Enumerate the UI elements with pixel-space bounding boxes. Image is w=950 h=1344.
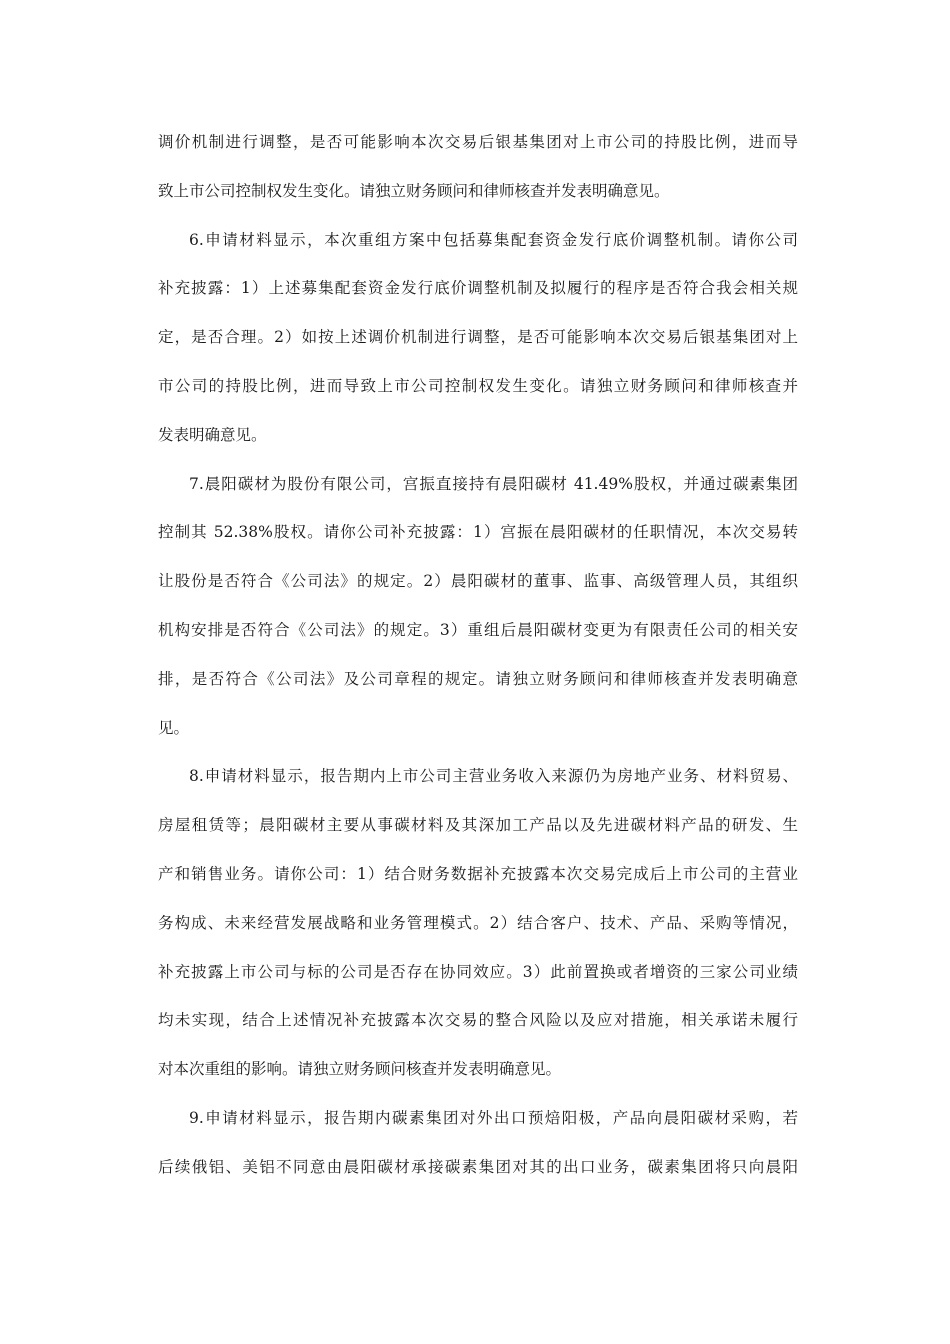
text-line: 机构安排是否符合《公司法》的规定。3）重组后晨阳碳材变更为有限责任公司的相关安 — [158, 620, 798, 639]
paragraph-item-7 — [158, 460, 798, 753]
text-line: 控制其 52.38%股权。请你公司补充披露：1）宫振在晨阳碳材的任职情况，本次交易转 — [158, 523, 798, 542]
text-line: 补充披露：1）上述募集配套资金发行底价调整机制及拟履行的程序是否符合我会相关规 — [158, 279, 798, 298]
text-line: 务构成、未来经营发展战略和业务管理模式。2）结合客户、技术、产品、采购等情况， — [158, 913, 798, 932]
text-line: 补充披露上市公司与标的公司是否存在协同效应。3）此前置换或者增资的三家公司业绩 — [158, 962, 798, 981]
text-line: 排，是否符合《公司法》及公司章程的规定。请独立财务顾问和律师核查并发表明确意 — [158, 669, 798, 688]
text-line: 7.晨阳碳材为股份有限公司，宫振直接持有晨阳碳材 41.49%股权，并通过碳素集团 — [189, 474, 798, 493]
text-line: 后续俄铝、美铝不同意由晨阳碳材承接碳素集团对其的出口业务，碳素集团将只向晨阳 — [158, 1157, 798, 1176]
paragraph-item-6 — [158, 216, 798, 460]
text-line: 8.申请材料显示，报告期内上市公司主营业务收入来源仍为房地产业务、材料贸易、 — [189, 767, 798, 786]
text-line: 定，是否合理。2）如按上述调价机制进行调整，是否可能影响本次交易后银基集团对上 — [158, 328, 798, 347]
text-line: 调价机制进行调整，是否可能影响本次交易后银基集团对上市公司的持股比例，进而导 — [158, 133, 798, 151]
text-line: 房屋租赁等；晨阳碳材主要从事碳材料及其深加工产品以及先进碳材料产品的研发、生 — [158, 816, 798, 835]
text-line: 市公司的持股比例，进而导致上市公司控制权发生变化。请独立财务顾问和律师核查并 — [158, 376, 798, 395]
text-line: 见。 — [158, 718, 190, 737]
text-line: 对本次重组的影响。请独立财务顾问核查并发表明确意见。 — [158, 1060, 562, 1079]
text-line: 9.申请材料显示，报告期内碳素集团对外出口预焙阳极，产品向晨阳碳材采购，若 — [189, 1108, 798, 1127]
paragraph-item-8 — [158, 752, 798, 1094]
text-line: 发表明确意见。 — [158, 425, 267, 444]
text-line: 致上市公司控制权发生变化。请独立财务顾问和律师核查并发表明确意见。 — [158, 181, 670, 200]
text-line: 6.申请材料显示，本次重组方案中包括募集配套资金发行底价调整机制。请你公司 — [189, 230, 798, 249]
text-line: 均未实现，结合上述情况补充披露本次交易的整合风险以及应对措施，相关承诺未履行 — [158, 1011, 798, 1030]
text-line: 让股份是否符合《公司法》的规定。2）晨阳碳材的董事、监事、高级管理人员，其组织 — [158, 572, 798, 591]
document-body — [158, 118, 798, 1192]
paragraph-item-9 — [158, 1094, 798, 1192]
paragraph-continuation — [158, 118, 798, 216]
text-line: 产和销售业务。请你公司：1）结合财务数据补充披露本次交易完成后上市公司的主营业 — [158, 864, 798, 883]
